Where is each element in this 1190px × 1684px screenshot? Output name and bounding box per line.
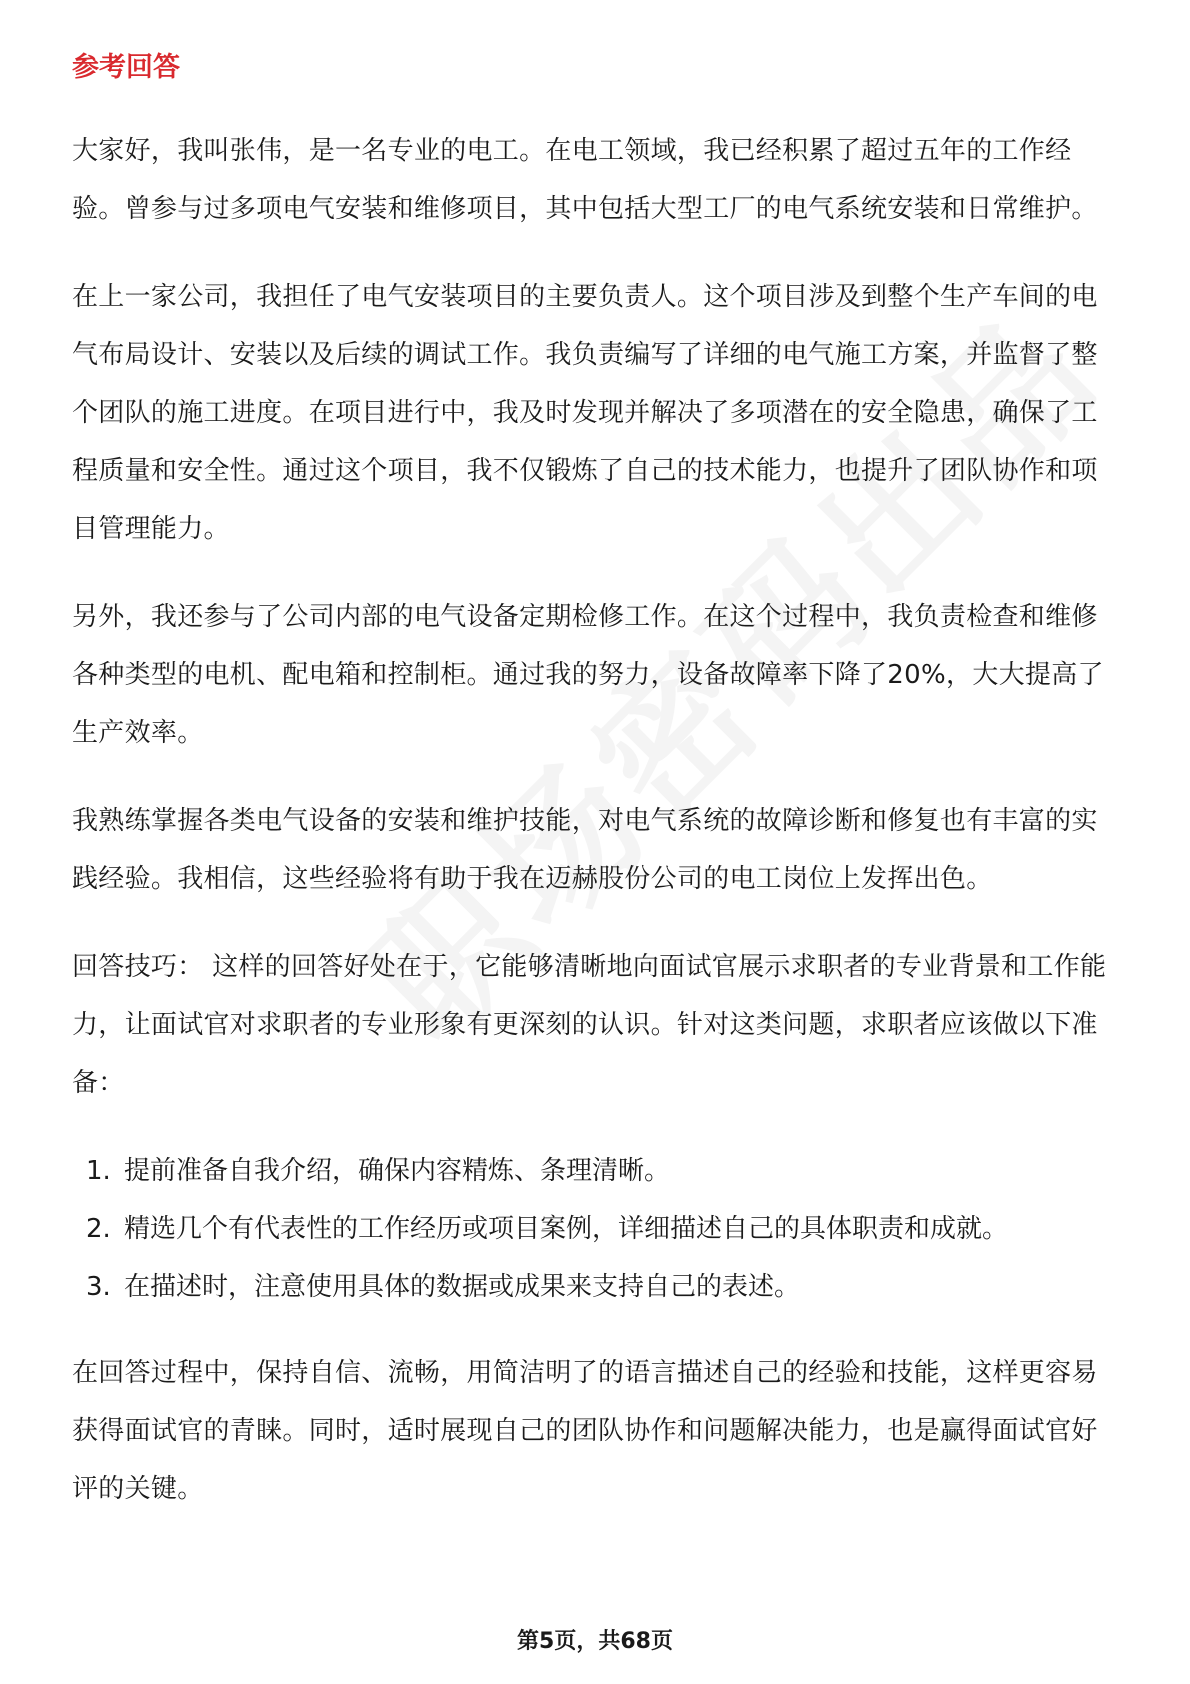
list-item: [72, 1258, 1122, 1316]
section-heading: 参考回答: [72, 52, 180, 83]
tips-list: [72, 1142, 1122, 1316]
list-item-number: 3.: [86, 1272, 111, 1302]
list-item: [72, 1200, 1122, 1258]
list-item-text: 精选几个有代表性的工作经历或项目案例，详细描述自己的具体职责和成就。: [124, 1214, 1009, 1244]
list-item-number: 1.: [86, 1156, 111, 1186]
paragraph-project: 在上一家公司，我担任了电气安装项目的主要负责人。这个项目涉及到整个生产车间的电气布局设计、安装以及后续的调试工作。我负责编写了详细的电气施工方案，并监督了整个团队的施工进度。在项目进行中，我及时发现并解决了多项潜在的安全隐患，确保了工程质量和安全性。通过这个项目，我不仅锻炼了自己的技术能力，也提升了团队协作和项目管理能力。: [72, 282, 1098, 544]
paragraph-tips-intro: 回答技巧： 这样的回答好处在于，它能够清晰地向面试官展示求职者的专业背景和工作能力，让面试官对求职者的专业形象有更深刻的认识。针对这类问题，求职者应该做以下准备：: [72, 952, 1107, 1098]
list-item: [72, 1142, 1122, 1200]
list-item-number: 2.: [86, 1214, 111, 1244]
paragraph-skills: 我熟练掌握各类电气设备的安装和维护技能，对电气系统的故障诊断和修复也有丰富的实践经验。我相信，这些经验将有助于我在迈赫股份公司的电工岗位上发挥出色。: [72, 806, 1098, 894]
content-area: [72, 48, 1122, 1548]
page-footer: 第5页，共68页: [517, 1629, 673, 1654]
paragraph-closing: 在回答过程中，保持自信、流畅，用简洁明了的语言描述自己的经验和技能，这样更容易获得面试官的青睐。同时，适时展现自己的团队协作和问题解决能力，也是赢得面试官好评的关键。: [72, 1358, 1098, 1504]
paragraph-maintenance: 另外，我还参与了公司内部的电气设备定期检修工作。在这个过程中，我负责检查和维修各种类型的电机、配电箱和控制柜。通过我的努力，设备故障率下降了20%，大大提高了生产效率。: [72, 602, 1104, 748]
list-item-text: 在描述时，注意使用具体的数据或成果来支持自己的表述。: [124, 1272, 801, 1302]
list-item-text: 提前准备自我介绍，确保内容精炼、条理清晰。: [124, 1156, 671, 1186]
paragraph-intro: 大家好，我叫张伟，是一名专业的电工。在电工领域，我已经积累了超过五年的工作经验。曾参与过多项电气安装和维修项目，其中包括大型工厂的电气系统安装和日常维护。: [72, 136, 1098, 224]
